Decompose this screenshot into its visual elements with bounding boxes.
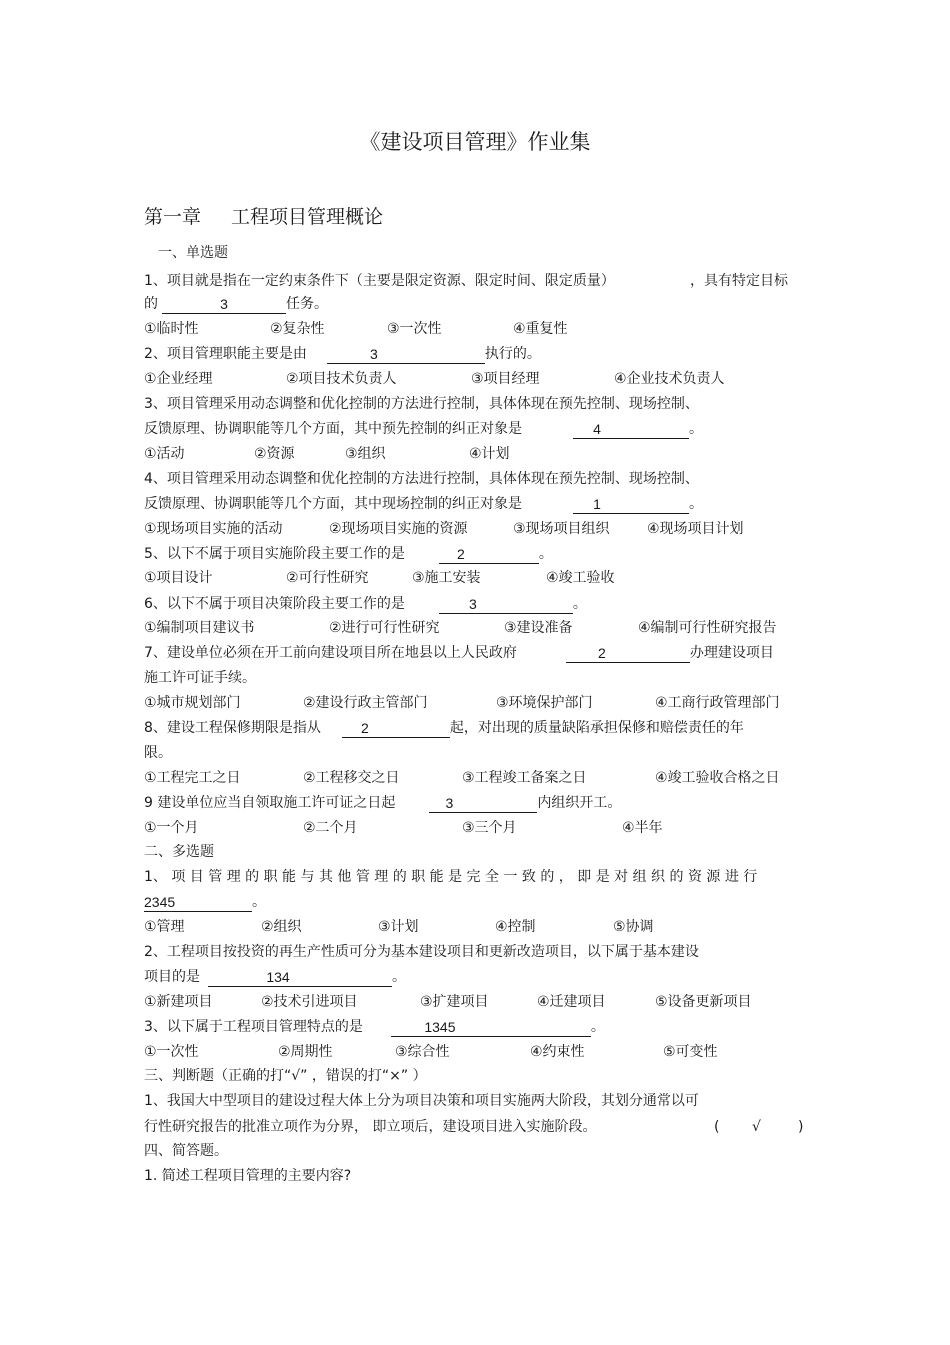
answer-blank: 134 <box>208 967 392 987</box>
option: ③计划 <box>378 919 419 935</box>
option: ④重复性 <box>513 321 568 337</box>
paren-close: ) <box>798 1119 804 1135</box>
option: ④竣工验收合格之日 <box>655 770 780 786</box>
option: ④工商行政管理部门 <box>655 695 780 711</box>
question-text: 的 3 任务。 <box>144 296 328 312</box>
question-text: 7、建设单位必须在开工前向建设项目所在地县以上人民政府 2 办理建设项目 <box>144 645 774 661</box>
question-text: 9 建设单位应当自领取施工许可证之日起 3 内组织开工。 <box>144 795 622 811</box>
question-text: 1. 简述工程项目管理的主要内容? <box>144 1168 352 1184</box>
option: ②工程移交之日 <box>303 770 400 786</box>
option: ④计划 <box>469 446 510 462</box>
section-single-choice: 一、单选题 <box>158 245 228 261</box>
option: ②现场项目实施的资源 <box>329 521 468 537</box>
question-text: 5、以下不属于项目实施阶段主要工作的是 2 。 <box>144 546 553 562</box>
option: ③工程竣工备案之日 <box>462 770 587 786</box>
option: ①临时性 <box>144 321 199 337</box>
option: ①一次性 <box>144 1044 199 1060</box>
option: ①现场项目实施的活动 <box>144 521 283 537</box>
option: ①新建项目 <box>144 994 213 1010</box>
option: ④半年 <box>622 820 663 836</box>
option: ①活动 <box>144 446 185 462</box>
question-text: 3、以下属于工程项目管理特点的是 1345 。 <box>144 1019 605 1035</box>
option: ③项目经理 <box>471 371 540 387</box>
question-text: 2、工程项目按投资的再生产性质可分为基本建设项目和更新改造项目，以下属于基本建设 <box>144 944 699 960</box>
question-text: ，具有特定目标 <box>690 273 788 289</box>
option: ③三个月 <box>462 820 517 836</box>
option: ⑤设备更新项目 <box>655 994 752 1010</box>
option: ⑤可变性 <box>663 1044 718 1060</box>
chapter-heading <box>144 203 383 231</box>
question-text: 4、项目管理采用动态调整和优化控制的方法进行控制，具体体现在预先控制、现场控制、 <box>144 471 699 487</box>
answer-blank: 2 <box>439 544 539 564</box>
option: ②项目技术负责人 <box>286 371 397 387</box>
section-true-false: 三、判断题（正确的打“√” ，错误的打“×” ） <box>144 1068 427 1084</box>
answer-blank: 3 <box>327 344 485 364</box>
option: ④现场项目计划 <box>647 521 744 537</box>
answer-blank: 2345 <box>144 892 252 912</box>
option: ①管理 <box>144 919 185 935</box>
question-text: 施工许可证手续。 <box>144 670 256 686</box>
option: ①一个月 <box>144 820 199 836</box>
answer-blank: 2 <box>566 643 690 663</box>
document-title: 《建设项目管理》作业集 <box>359 130 591 154</box>
answer-blank: 1 <box>573 494 689 514</box>
option: ③环境保护部门 <box>496 695 593 711</box>
question-text: 3、项目管理采用动态调整和优化控制的方法进行控制，具体体现在预先控制、现场控制、 <box>144 396 699 412</box>
option: ③建设准备 <box>504 620 573 636</box>
chapter-name: 工程项目管理概论 <box>231 206 384 228</box>
option: ①工程完工之日 <box>144 770 241 786</box>
option: ②二个月 <box>303 820 358 836</box>
chapter-number: 第一章 <box>144 206 202 228</box>
option: ②资源 <box>254 446 295 462</box>
answer-blank: 4 <box>573 419 689 439</box>
option: ③扩建项目 <box>420 994 489 1010</box>
option: ④迁建项目 <box>537 994 606 1010</box>
question-text: 6、以下不属于项目决策阶段主要工作的是 3 。 <box>144 596 587 612</box>
answer-blank: 3 <box>162 294 286 314</box>
option: ④编制可行性研究报告 <box>638 620 777 636</box>
question-text: 1、 项 目 管 理 的 职 能 与 其 他 管 理 的 职 能 是 完 全 一 致 的 ， 即 是 对 组 织 的 资 源 进 行 <box>144 869 758 885</box>
option: ③综合性 <box>395 1044 450 1060</box>
option: ③施工安装 <box>412 570 481 586</box>
option: ①项目设计 <box>144 570 213 586</box>
question-text: 2、项目管理职能主要是由 3 执行的。 <box>144 346 541 362</box>
option: ⑤协调 <box>613 919 654 935</box>
question-text: 8、建设工程保修期限是指从 2 起，对出现的质量缺陷承担保修和赔偿责任的年 <box>144 720 744 736</box>
option: ②建设行政主管部门 <box>303 695 428 711</box>
option: ①城市规划部门 <box>144 695 241 711</box>
option: ④企业技术负责人 <box>614 371 725 387</box>
option: ②周期性 <box>278 1044 333 1060</box>
question-text: 项目的是 134 。 <box>144 969 406 985</box>
question-text: 限。 <box>144 745 172 761</box>
option: ②进行可行性研究 <box>329 620 440 636</box>
option: ②技术引进项目 <box>261 994 358 1010</box>
option: ②复杂性 <box>270 321 325 337</box>
section-short-answer: 四、简答题。 <box>144 1143 228 1159</box>
answer-blank: 3 <box>439 594 573 614</box>
question-text: 1、我国大中型项目的建设过程大体上分为项目决策和项目实施两大阶段，其划分通常以可 <box>144 1093 699 1109</box>
section-multi-choice: 二、多选题 <box>144 844 214 860</box>
option: ④控制 <box>495 919 536 935</box>
option: ①企业经理 <box>144 371 213 387</box>
checkmark-answer: √ <box>752 1119 761 1135</box>
option: ①编制项目建议书 <box>144 620 255 636</box>
question-text: 1、项目就是指在一定约束条件下（主要是限定资源、限定时间、限定质量） <box>144 273 615 289</box>
answer-blank: 2 <box>342 718 450 738</box>
option: ③现场项目组织 <box>513 521 610 537</box>
option: ③组织 <box>345 446 386 462</box>
option: ④竣工验收 <box>546 570 615 586</box>
answer-blank: 1345 <box>391 1017 591 1037</box>
question-text: 反馈原理、协调职能等几个方面，其中预先控制的纠正对象是 4 。 <box>144 421 703 437</box>
option: ④约束性 <box>530 1044 585 1060</box>
question-text: 反馈原理、协调职能等几个方面，其中现场控制的纠正对象是 1 。 <box>144 496 703 512</box>
option: ②组织 <box>261 919 302 935</box>
answer-blank: 3 <box>429 793 537 813</box>
option: ②可行性研究 <box>286 570 369 586</box>
paren-open: ( <box>714 1119 720 1135</box>
option: ③一次性 <box>387 321 442 337</box>
question-text: 行性研究报告的批准立项作为分界， 即立项后，建设项目进入实施阶段。 <box>144 1119 597 1135</box>
question-text: 2345 。 <box>144 894 266 910</box>
